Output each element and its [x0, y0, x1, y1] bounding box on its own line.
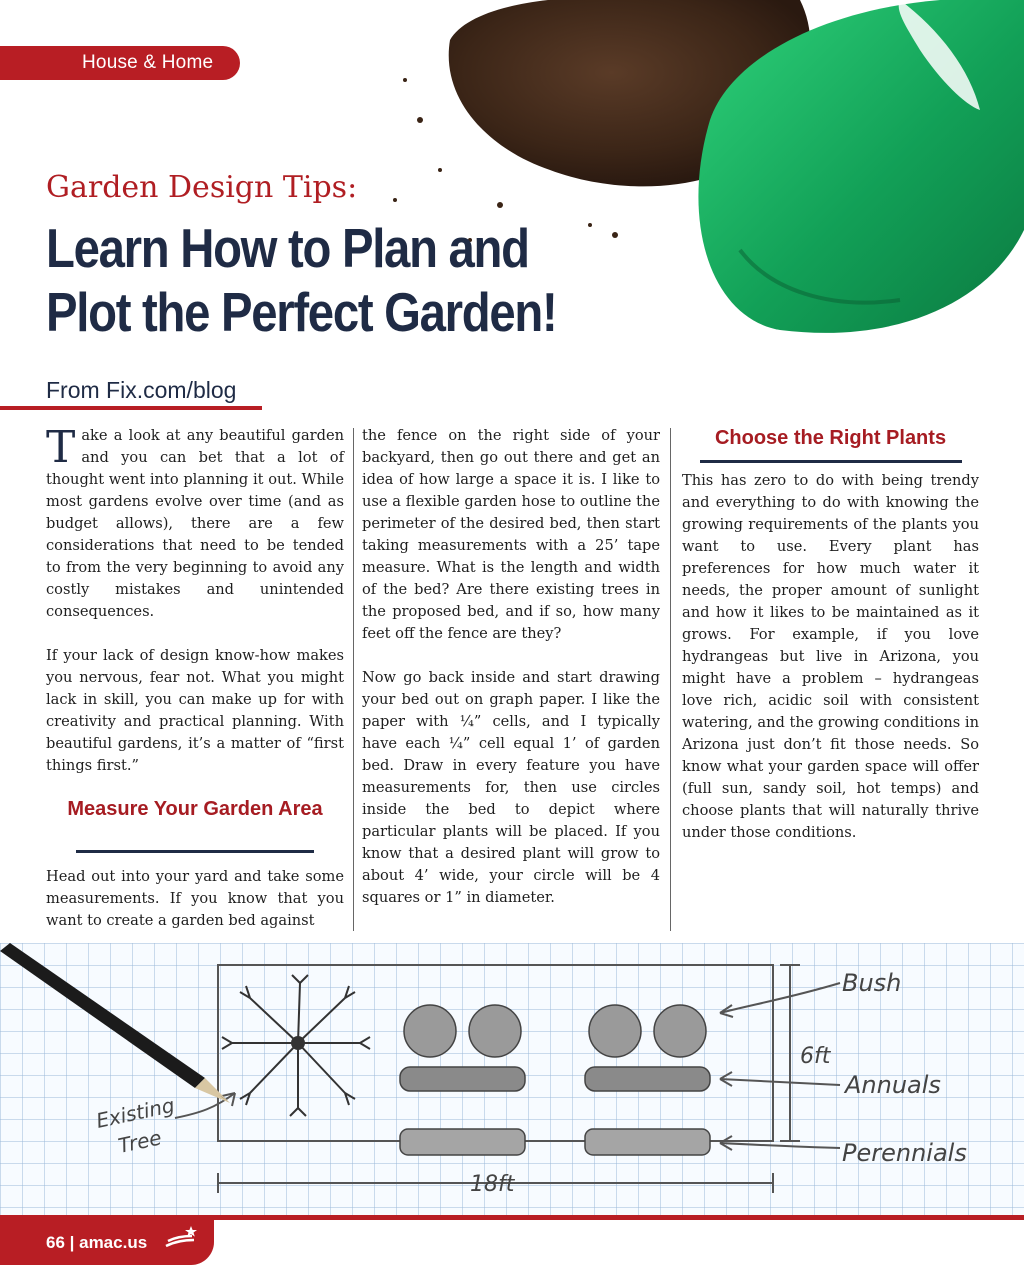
- column-divider: [353, 428, 354, 931]
- column-1: [46, 422, 344, 799]
- source-credit: From Fix.com/blog: [46, 377, 237, 403]
- subhead-measure: Measure Your Garden Area: [67, 798, 323, 820]
- label-perennials: Perennials: [842, 1139, 967, 1167]
- subhead-rule: [76, 850, 314, 853]
- dimension-height: 6ft: [800, 1044, 831, 1069]
- paragraph: Head out into your yard and take some measurements. If you know that you want to create a garden bed against: [46, 868, 344, 929]
- column-divider: [670, 428, 671, 931]
- amac-logo-icon: [164, 1224, 198, 1252]
- paragraph: This has zero to do with being trendy and everything to do with knowing the growing requirements of the plants you want to use. Every plant has preferences for how much water it needs, the proper amount of sunlight and how it likes to be maintained as it grows. For example, if you love hydrangeas but live in Arizona, you might have a problem – hydrangeas love rich, acidic soil with consistent watering, and the growing conditions in Arizona just don’t fit those needs. So know what your garden space will offer (full sun, sandy soil, hot temps) and choose plants that will naturally thrive under those conditions.: [682, 472, 979, 841]
- label-tree-line1: Existing: [94, 1092, 177, 1133]
- paragraph: Now go back inside and start drawing your bed out on graph paper. I like the paper with ¼” cells, and I typically have each ¼” cell equal 1’ of garden bed. Draw in every feature you have measurements for, then use circles inside the bed to depict where particular plants will be placed. If you know that a desired plant will grow to about 4’ wide, your circle will be 4 squares or 1” in diameter.: [362, 669, 660, 906]
- dimension-width: 18ft: [470, 1172, 515, 1197]
- column-2: [362, 425, 660, 931]
- paragraph: the fence on the right side of your backyard, then go out there and get an idea of how large a space it is. I like to use a flexible garden hose to outline the perimeter of the desired bed, then start taking measurements with a 25’ tape measure. What is the length and width of the bed? Are there existing trees in the proposed bed, and if so, how many feet off the fence are they?: [362, 427, 660, 642]
- paragraph-text: ake a look at any beautiful garden and you can bet that a lot of thought went into planning it out. While most gardens evolve over time (and as budget allows), there are a few considerations that need to be tended to from the very beginning to avoid any costly mistakes and unintended consequences.: [46, 427, 344, 620]
- kicker: Garden Design Tips:: [46, 170, 358, 205]
- subhead-rule: [700, 460, 962, 463]
- page-title: Learn How to Plan and Plot the Perfect Garden!: [46, 217, 557, 343]
- column-1-continued: [46, 866, 344, 954]
- paragraph: If your lack of design know-how makes you nervous, fear not. What you might lack in skill, you can make up for with creativity and practical planning. With beautiful gardens, it’s a matter of “first things first.”: [46, 647, 344, 774]
- section-tab: [0, 46, 240, 80]
- folio-text: 66 | amac.us: [46, 1233, 148, 1252]
- source-rule: [0, 406, 262, 410]
- dropcap: T: [46, 422, 76, 473]
- paragraph: [46, 422, 344, 623]
- label-bush: Bush: [842, 969, 902, 997]
- garden-plan-diagram: [0, 943, 1024, 1215]
- column-3: [682, 470, 979, 866]
- subhead-plants: Choose the Right Plants: [714, 427, 947, 449]
- section-tab-label: House & Home: [82, 52, 214, 73]
- label-annuals: Annuals: [845, 1071, 941, 1099]
- label-tree-line2: Tree: [116, 1125, 164, 1158]
